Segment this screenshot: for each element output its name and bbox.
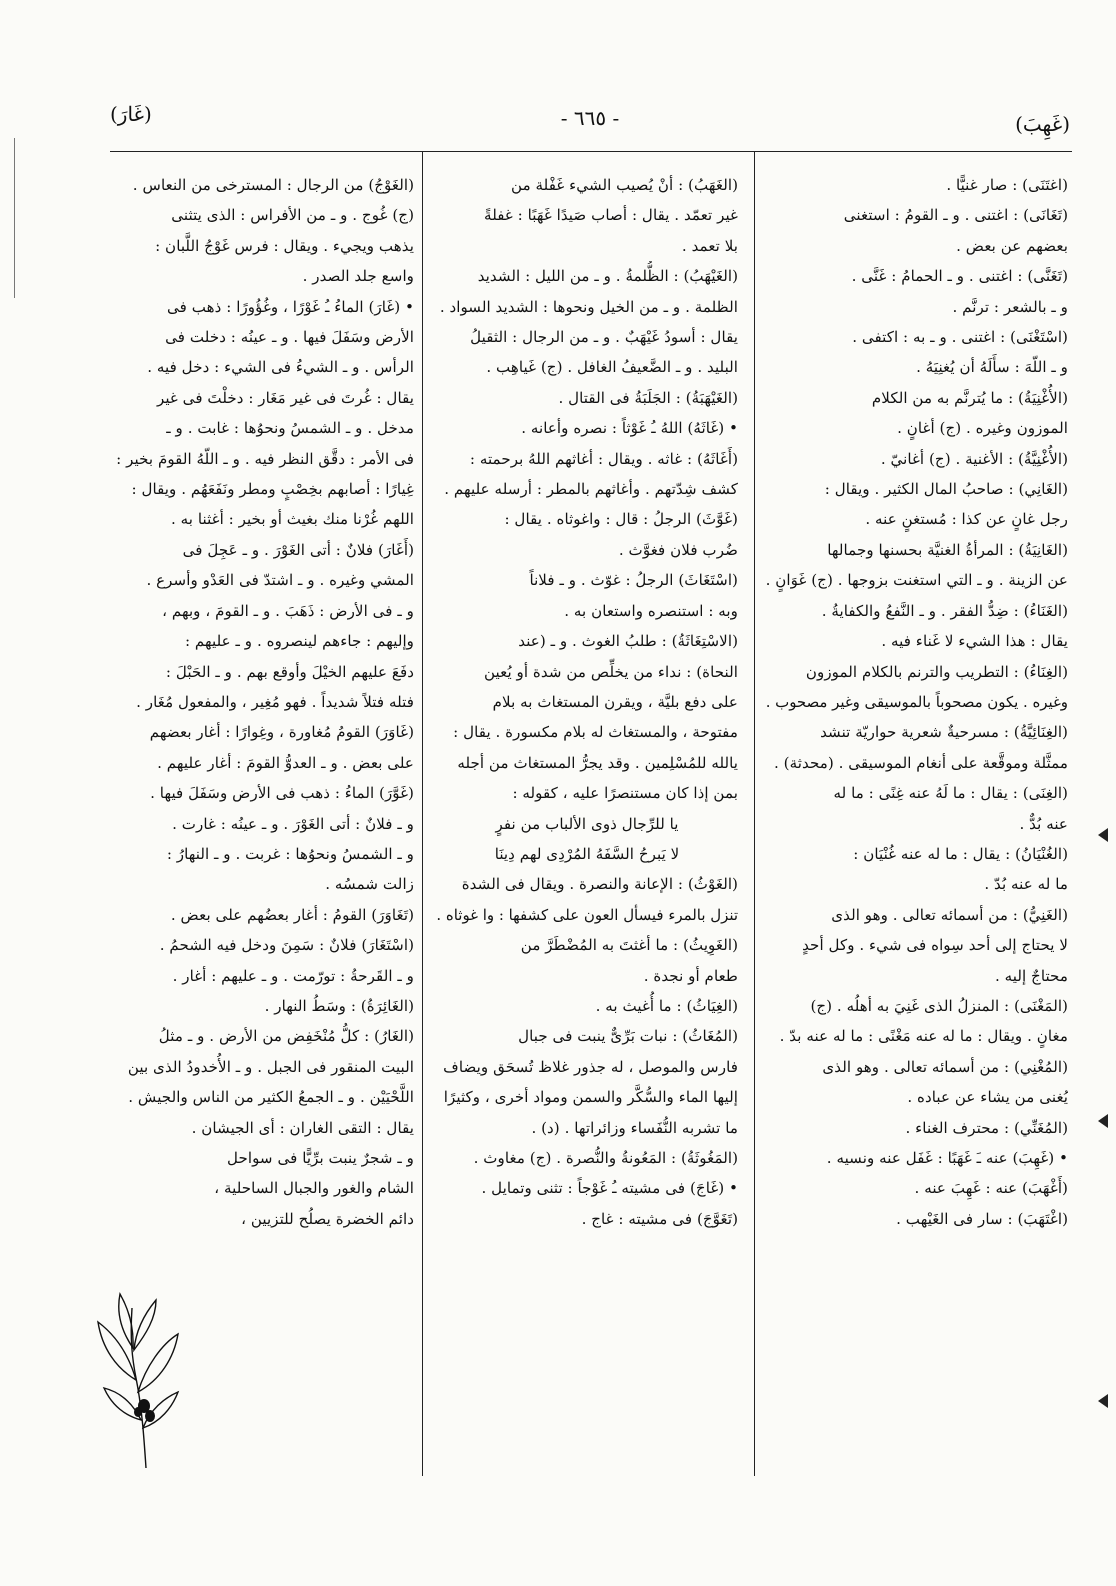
- entry-line: تنزل بالمرء فيسأل العون على كشفها : وا غوثاه .: [436, 905, 738, 924]
- entry-line: اللهم غُرْنا منك بغيث أو بخير : أغثنا به .: [171, 510, 414, 529]
- guide-word-left: (غَارَ): [110, 102, 152, 126]
- entry-line: ما له عنه بُدّ .: [984, 875, 1068, 894]
- entry-line: و ـ فى الأرض : ذَهَبَ . و ـ القومَ ، وبهم ،: [162, 601, 414, 620]
- entry-line: محتاجٌ إليه .: [994, 966, 1068, 985]
- entry-line: (أَغَاثَهُ) : غاثه . ويقال : أغاثهم اللهُ برحمته :: [469, 449, 738, 468]
- entry-line: (الغَهَبُ) : أنْ يُصيب الشيء غَفْلة من: [511, 176, 738, 194]
- entry-line: ما تشربه النُّفَساء وزائراتها . (د) .: [531, 1118, 738, 1137]
- entry-line: (الغَيْهَبَةُ) : الجَلَبَةُ فى القتال .: [558, 388, 738, 407]
- column-right: [766, 170, 1068, 1470]
- entry-line: مفتوحة ، والمستغاث له بلام مكسورة . يقال :: [453, 723, 738, 742]
- entry-line: يذهب ويجيء . ويقال : فرس غَوْجُ اللَّبان :: [155, 236, 414, 255]
- entry-line: يقال : هذا الشيء لا غَناء فيه .: [881, 632, 1068, 651]
- entry-line: دائم الخضرة يصلُح للتزيين ،: [241, 1209, 414, 1228]
- entry-line: ممثَّلة وموقَّعة على أنغام الموسيقى . (محدثة) .: [774, 753, 1068, 772]
- entry-line: (الغَنِيُّ) : من أسمائه تعالى . وهو الذى: [831, 905, 1068, 924]
- entry-line: لا يحتاج إلى أحد سِواه فى شيء . وكل أحدٍ: [802, 936, 1068, 955]
- scan-edge-mark: [1098, 828, 1108, 842]
- entry-line: البيت المنقور فى الجبل . و ـ الأُخدودُ الذى بين: [127, 1057, 414, 1076]
- entry-line: يالله للمُسْلِمين . وقد يجرُّ المستغاث من أجله: [457, 753, 738, 772]
- entry-line: بمن إذا كان مستنصرًا عليه ، كقوله :: [512, 784, 738, 803]
- entry-line: رجل غانٍ عن كذا : مُستغنٍ عنه .: [865, 510, 1068, 529]
- entry-line: بعضهم عن بعض .: [956, 236, 1068, 255]
- entry-line: غير تعمّد . يقال : أصاب صَيدًا غَهَبًا : غفلةً: [484, 206, 738, 225]
- guide-word-right: (غَهِبَ): [1015, 112, 1070, 136]
- entry-line: يُغنى من يشاء عن عباده .: [907, 1088, 1068, 1107]
- entry-line: على بعض . و ـ العدوُّ القومَ : أغار عليهم .: [157, 753, 414, 772]
- column-divider-right: [754, 152, 755, 1476]
- entry-line: • (غَارَ) الماءُ ـُ غَوْرًا ، وغُؤُورًا : ذهب فى: [167, 297, 414, 316]
- entry-line: على دفع بليَّة ، ويقرن المستغاث به بلام: [492, 692, 738, 711]
- entry-line: لا يَبرحُ السَّفَهُ المُرْدِى لهم دِينَا: [494, 844, 680, 863]
- entry-line: اللَّحْيَيْن . و ـ الجمعُ الكثير من الناس والجيش .: [128, 1088, 414, 1107]
- entry-line: (غَوَّثَ) الرجلُ : قال : واغوثاه . يقال :: [504, 510, 738, 529]
- entry-line: (تَغَانَى) : اغتنى . و ـ القومُ : استغنى: [843, 206, 1068, 225]
- entry-line: و ـ شجرٌ ينبت برِّيًّا فى سواحل: [226, 1149, 414, 1167]
- entry-line: الشام والغور والجبال الساحلية ،: [214, 1179, 414, 1198]
- entry-line: (المَغْنَى) : المنزلُ الذى غَنِيَ به أهلُه . (ج): [810, 996, 1068, 1015]
- entry-line: فى الأمر : دقَّق النظر فيه . و ـ اللّهُ القومَ بخير :: [116, 449, 414, 468]
- entry-line: (تَغَنَّى) : اغتنى . و ـ الحمامُ : غَنَّى .: [851, 267, 1068, 286]
- entry-line: الرأس . و ـ الشيءُ فى الشيء : دخل فيه .: [147, 358, 414, 377]
- entry-line: • (غَاثَهُ) اللهُ ـُ غَوْثاً : نصره وأعانه .: [521, 419, 738, 438]
- page-header: [110, 96, 1070, 136]
- entry-line: إليها الماء والسُّكَّر والسمن ومواد أخرى ، وكثيرًا: [443, 1088, 738, 1107]
- entry-line: (تَغَاوَرَ) القومُ : أغار بعضُهم على بعض .: [170, 905, 414, 924]
- entry-line: و ـ بالشعر : ترنَّم .: [952, 297, 1068, 316]
- entry-line: (المَغُوثَةُ) : المَعُونةُ والنُّصرة . (ج) مغاوث .: [473, 1149, 738, 1167]
- entry-line: (الأُغْنِيَّةُ) : الأغنية . (ج) أغانيّ .: [880, 449, 1068, 468]
- entry-line: يقال : التقى الغاران : أى الجيشان .: [191, 1118, 414, 1137]
- entry-line: يقال : غُرتَ فى غير مَغَار : دخلْتَ فى غير: [156, 388, 414, 407]
- entry-line: ضُرب فلان فغوَّث .: [618, 540, 738, 559]
- entry-line: النحاة) : نداء من يخلِّص من شدة أو يُعين: [483, 662, 738, 681]
- entry-line: و ـ الشمسُ ونحوُها : غربت . و ـ النهارُ :: [166, 844, 414, 863]
- entry-line: (اسْتَغَارَ) فلانٌ : سَمِنَ ودخل فيه الشحمُ .: [159, 936, 414, 955]
- entry-line: و ـ القَرحةُ : تورّمت . و ـ عليهم : أغار .: [172, 966, 414, 985]
- entry-line: و ـ اللّهَ : سأَلَهُ أن يُغنِيَهُ .: [916, 358, 1068, 377]
- entry-line: (اسْتَغْنَى) : اغتنى . و ـ به : اكتفى .: [852, 328, 1068, 347]
- entry-line: و ـ فلانٌ : أتى الغَوْرَ . و ـ عينُه : غارت .: [172, 814, 414, 833]
- entry-line: (الغِيَاثُ) : ما أُغيث به .: [595, 996, 738, 1015]
- margin-scan-line: [14, 138, 15, 298]
- entry-line: الأرض وسَفَلَ فيها . و ـ عينُه : دخلت فى: [165, 328, 414, 347]
- entry-line: عنه بُدٌّ .: [1019, 814, 1068, 833]
- entry-line: (الغَانِيَةُ) : المرأةُ الغنيَّة بحسنها وجمالها: [827, 540, 1068, 559]
- entry-line: وغيره . يكون مصحوباً بالموسيقى وغير مصحوب .: [766, 692, 1068, 711]
- entry-line: (اغتَنَى) : صار غنيًّا .: [946, 176, 1068, 194]
- entry-line: (المُغْنِي) : من أسمائه تعالى . وهو الذى: [822, 1057, 1068, 1076]
- entry-line: (تَغَوَّجَ) فى مشيته : غاج .: [581, 1209, 738, 1228]
- entry-line: (اغْتَهَبَ) : سار فى الغَيْهب .: [896, 1209, 1068, 1228]
- entry-line: (أَغْهَبَ) عنه : غَهِبَ عنه .: [914, 1179, 1068, 1198]
- entry-line: البليد . و ـ الضَّعيفُ الغافل . (ج) غَياهِب .: [486, 358, 738, 377]
- entry-line: (الغَوْثُ) : الإعانة والنصرة . ويقال فى الشدة: [461, 875, 738, 894]
- entry-line: (المُغَاثُ) : نبات بَرِّىٌّ ينبت فى جبال: [518, 1027, 738, 1046]
- entry-line: • (غَاجَ) فى مشيته ـُ غَوْجاً : تثنى وتمايل .: [481, 1179, 738, 1198]
- entry-line: فارس والموصل ، له جذور غلاظ تُسحَق ويضاف: [443, 1057, 738, 1076]
- entry-line: يقال : أسودُ غَيْهَبٌ . و ـ من الرجال : الثقيلُ: [470, 328, 738, 347]
- entry-line: (الغَوْجُ) من الرجال : المسترخى من النعاس .: [132, 176, 414, 194]
- entry-line: (الأُغْنِيَةُ) : ما يُترنَّم به من الكلام: [871, 388, 1068, 407]
- entry-line: مدخل . و ـ الشمسُ ونحوُها : غابت . و ـ: [166, 419, 414, 438]
- entry-line: • (غَهِبَ) عنه ـَ غَهَبًا : غَفَل عنه ونسيه .: [826, 1149, 1068, 1167]
- column-middle: [436, 170, 738, 1470]
- scan-edge-mark: [1098, 1114, 1108, 1128]
- entry-line: (الغَائِرَةُ) : وسَطُ النهار .: [264, 996, 414, 1015]
- entry-line: (غَوَّرَ) الماءُ : ذهب فى الأرض وسَفَلَ فيها .: [150, 784, 414, 803]
- entry-line: يا للرِّجال ذوى الألباب من نفرٍ: [495, 814, 679, 833]
- entry-line: (الغِنَائِيَّةُ) : مسرحيةٌ شعرية حواريّة تنشد: [820, 723, 1068, 742]
- scan-edge-mark: [1098, 1394, 1108, 1408]
- laurel-branch-icon: [86, 1288, 192, 1470]
- entry-line: (الغِنَى) : يقال : ما لَهُ عنه غِنًى : ما له: [833, 784, 1068, 803]
- column-left: [112, 170, 414, 1470]
- entry-line: الموزون وغيره . (ج) أغانٍ .: [897, 419, 1068, 438]
- entry-line: (الغَانِي) : صاحبُ المال الكثير . ويقال :: [824, 480, 1068, 499]
- entry-line: (الغَنَاءُ) : ضِدُّ الفقر . و ـ النَّفعُ والكفايةُ .: [821, 601, 1068, 620]
- entry-line: (أَغَارَ) فلانٌ : أتى الغَوْرَ . و ـ عَجِلَ فى: [182, 540, 414, 559]
- page-number: - ٦٦٥ -: [560, 106, 620, 130]
- entry-line: (الغُنْيَانُ) : يقال : ما له عنه غُنْيَان :: [853, 844, 1068, 863]
- entry-line: (اسْتَغَاثَ) الرجلُ : غوّث . و ـ فلاناً: [529, 571, 738, 590]
- entry-line: (ج) غُوج . و ـ من الأفراس : الذى يتثنى: [171, 206, 414, 225]
- entry-line: (الغَوِيثُ) : ما أغثتَ به المُضْطَرَّ من: [520, 936, 738, 955]
- entry-line: مغانٍ . ويقال : ما له عنه مَغْنًى : ما له عنه بدّ .: [779, 1027, 1068, 1046]
- entry-line: (الغَارُ) : كلُّ مُنْخَفِض من الأرض . و ـ مثلُ: [158, 1027, 414, 1046]
- entry-line: وبه : استنصره واستعان به .: [564, 601, 738, 620]
- entry-line: (المُغَنِّي) : محترف الغناء .: [905, 1118, 1068, 1137]
- entry-line: المشي وغيره . و ـ اشتدّ فى العَدْو وأسرع .: [146, 571, 414, 590]
- entry-line: الظلمة . و ـ من الخيل ونحوها : الشديد السواد .: [439, 297, 738, 316]
- entry-line: (الاسْتِغَاثَةُ) : طلبُ الغوث . و ـ (عند: [518, 632, 738, 651]
- entry-line: زالت شمسُه .: [325, 875, 414, 894]
- entry-line: طعام أو نجدة .: [643, 966, 738, 985]
- entry-line: دفَعَ عليهم الخيْلَ وأوقع بهم . و ـ الحَبْلَ :: [165, 662, 414, 681]
- header-rule: [110, 151, 1072, 152]
- entry-line: واسع جلد الصدر .: [302, 267, 414, 286]
- entry-line: (الغَيْهَبُ) : الظُّلمةُ . و ـ من الليل : الشديد: [477, 267, 738, 286]
- entry-line: (الغِنَاءُ) : التطريب والترنم بالكلام الموزون: [805, 662, 1068, 681]
- entry-line: وإليهم : جاءهم لينصروه . و ـ عليهم :: [184, 632, 414, 651]
- entry-line: بلا تعمد .: [681, 236, 738, 255]
- entry-line: غِيارًا : أصابهم بخِصْبٍ ومطر ونَفَعَهُم . ويقال :: [131, 480, 414, 499]
- column-divider-left: [422, 152, 423, 1476]
- entry-line: عن الزينة . و ـ التي استغنت بزوجها . (ج) غَوَانٍ .: [766, 571, 1068, 590]
- entry-line: فتله فتلاً شديداً . فهو مُغِير ، والمفعول مُغَار .: [136, 692, 414, 711]
- entry-line: كشف شِدّتهم . وأغاثهم بالمطر : أرسله عليهم .: [444, 480, 738, 499]
- entry-line: (غَاوَرَ) القومُ مُغاورة ، وغِوارًا : أغار بعضهم: [149, 723, 414, 742]
